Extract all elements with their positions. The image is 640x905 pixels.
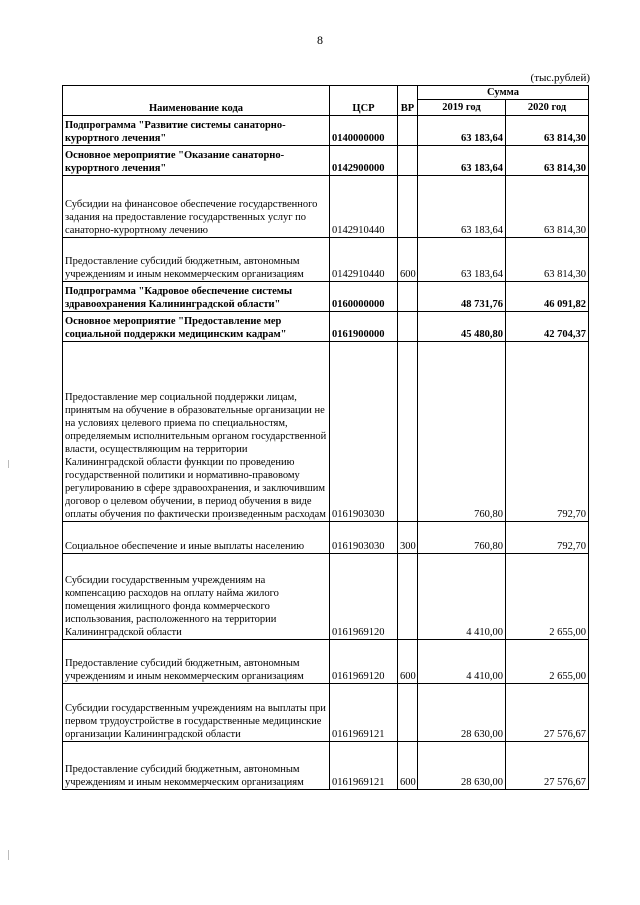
row-name: Предоставление субсидий бюджетным, автономным учреждениям и иным некоммерческим организациям <box>63 238 330 282</box>
row-csr: 0142900000 <box>330 146 398 176</box>
scan-mark <box>8 850 9 860</box>
row-sum-2019: 4 410,00 <box>418 640 506 684</box>
row-vr <box>398 176 418 238</box>
row-vr <box>398 554 418 640</box>
row-sum-2020: 2 655,00 <box>506 554 589 640</box>
row-csr: 0161969120 <box>330 554 398 640</box>
table-row <box>63 116 589 146</box>
row-csr: 0161903030 <box>330 342 398 522</box>
row-name: Основное мероприятие "Оказание санаторно-курортного лечения" <box>63 146 330 176</box>
row-name: Субсидии государственным учреждениям на выплаты при первом трудоустройстве в государственные медицинские организации Калининградской области <box>63 684 330 742</box>
row-name: Предоставление субсидий бюджетным, автономным учреждениям и иным некоммерческим организациям <box>63 742 330 790</box>
row-sum-2019: 63 183,64 <box>418 116 506 146</box>
row-csr: 0161900000 <box>330 312 398 342</box>
row-csr: 0161969121 <box>330 684 398 742</box>
row-sum-2019: 63 183,64 <box>418 238 506 282</box>
col-header-csr: ЦСР <box>330 86 398 116</box>
col-header-name: Наименование кода <box>63 86 330 116</box>
row-vr <box>398 312 418 342</box>
row-vr: 600 <box>398 742 418 790</box>
row-name: Подпрограмма "Кадровое обеспечение системы здравоохранения Калининградской области" <box>63 282 330 312</box>
row-csr: 0161969120 <box>330 640 398 684</box>
row-sum-2020: 2 655,00 <box>506 640 589 684</box>
col-header-2020: 2020 год <box>506 100 589 116</box>
row-sum-2020: 46 091,82 <box>506 282 589 312</box>
col-header-sum: Сумма <box>418 86 589 100</box>
row-name: Подпрограмма "Развитие системы санаторно-курортного лечения" <box>63 116 330 146</box>
row-sum-2020: 42 704,37 <box>506 312 589 342</box>
row-name: Предоставление мер социальной поддержки лицам, принятым на обучение в образовательные организации не на условиях целевого приема по специальностям, определяемым исполнительным органом государственной власти, осуществляющим на территории Калининградской области функции по проведению государственной политики и нормативно-правовому регулированию в сфере здравоохранения, и заключившим договор о целевом обучении, в период обучения в виде оплаты обучения по фактически произведенным расходам <box>63 342 330 522</box>
row-sum-2020: 27 576,67 <box>506 742 589 790</box>
row-sum-2020: 792,70 <box>506 342 589 522</box>
table-row <box>63 282 589 312</box>
row-vr <box>398 342 418 522</box>
row-sum-2020: 792,70 <box>506 522 589 554</box>
row-csr: 0161969121 <box>330 742 398 790</box>
scan-mark <box>8 460 9 468</box>
row-sum-2019: 48 731,76 <box>418 282 506 312</box>
table-row <box>63 522 589 554</box>
row-vr <box>398 116 418 146</box>
table-row <box>63 146 589 176</box>
row-csr: 0161903030 <box>330 522 398 554</box>
row-sum-2019: 28 630,00 <box>418 742 506 790</box>
row-sum-2020: 63 814,30 <box>506 176 589 238</box>
row-vr: 600 <box>398 238 418 282</box>
row-sum-2019: 760,80 <box>418 342 506 522</box>
row-sum-2019: 4 410,00 <box>418 554 506 640</box>
row-name: Предоставление субсидий бюджетным, автономным учреждениям и иным некоммерческим организациям <box>63 640 330 684</box>
table-row <box>63 554 589 640</box>
row-sum-2020: 63 814,30 <box>506 146 589 176</box>
row-vr <box>398 282 418 312</box>
table-row <box>63 238 589 282</box>
row-name: Субсидии государственным учреждениям на компенсацию расходов на оплату найма жилого помещения жилищного фонда коммерческого использования, расположенного на территории Калининградской области <box>63 554 330 640</box>
row-vr: 300 <box>398 522 418 554</box>
row-vr <box>398 684 418 742</box>
row-csr: 0142910440 <box>330 238 398 282</box>
table-row <box>63 176 589 238</box>
table-row <box>63 640 589 684</box>
col-header-vr: ВР <box>398 86 418 116</box>
row-name: Субсидии на финансовое обеспечение государственного задания на предоставление государственных услуг по санаторно-курортному лечению <box>63 176 330 238</box>
table-row <box>63 684 589 742</box>
col-header-2019: 2019 год <box>418 100 506 116</box>
row-csr: 0142910440 <box>330 176 398 238</box>
table-row <box>63 742 589 790</box>
table-row <box>63 312 589 342</box>
row-csr: 0140000000 <box>330 116 398 146</box>
budget-table <box>62 85 589 790</box>
units-label: (тыс.рублей) <box>530 72 590 84</box>
row-sum-2019: 28 630,00 <box>418 684 506 742</box>
row-sum-2020: 63 814,30 <box>506 116 589 146</box>
page-number: 8 <box>317 33 323 47</box>
table-body <box>63 116 589 790</box>
row-name: Основное мероприятие "Предоставление мер социальной поддержки медицинским кадрам" <box>63 312 330 342</box>
row-sum-2019: 45 480,80 <box>418 312 506 342</box>
row-csr: 0160000000 <box>330 282 398 312</box>
row-sum-2020: 63 814,30 <box>506 238 589 282</box>
table-row <box>63 342 589 522</box>
row-sum-2019: 63 183,64 <box>418 146 506 176</box>
row-vr <box>398 146 418 176</box>
row-vr: 600 <box>398 640 418 684</box>
row-name: Социальное обеспечение и иные выплаты населению <box>63 522 330 554</box>
row-sum-2019: 760,80 <box>418 522 506 554</box>
row-sum-2019: 63 183,64 <box>418 176 506 238</box>
row-sum-2020: 27 576,67 <box>506 684 589 742</box>
